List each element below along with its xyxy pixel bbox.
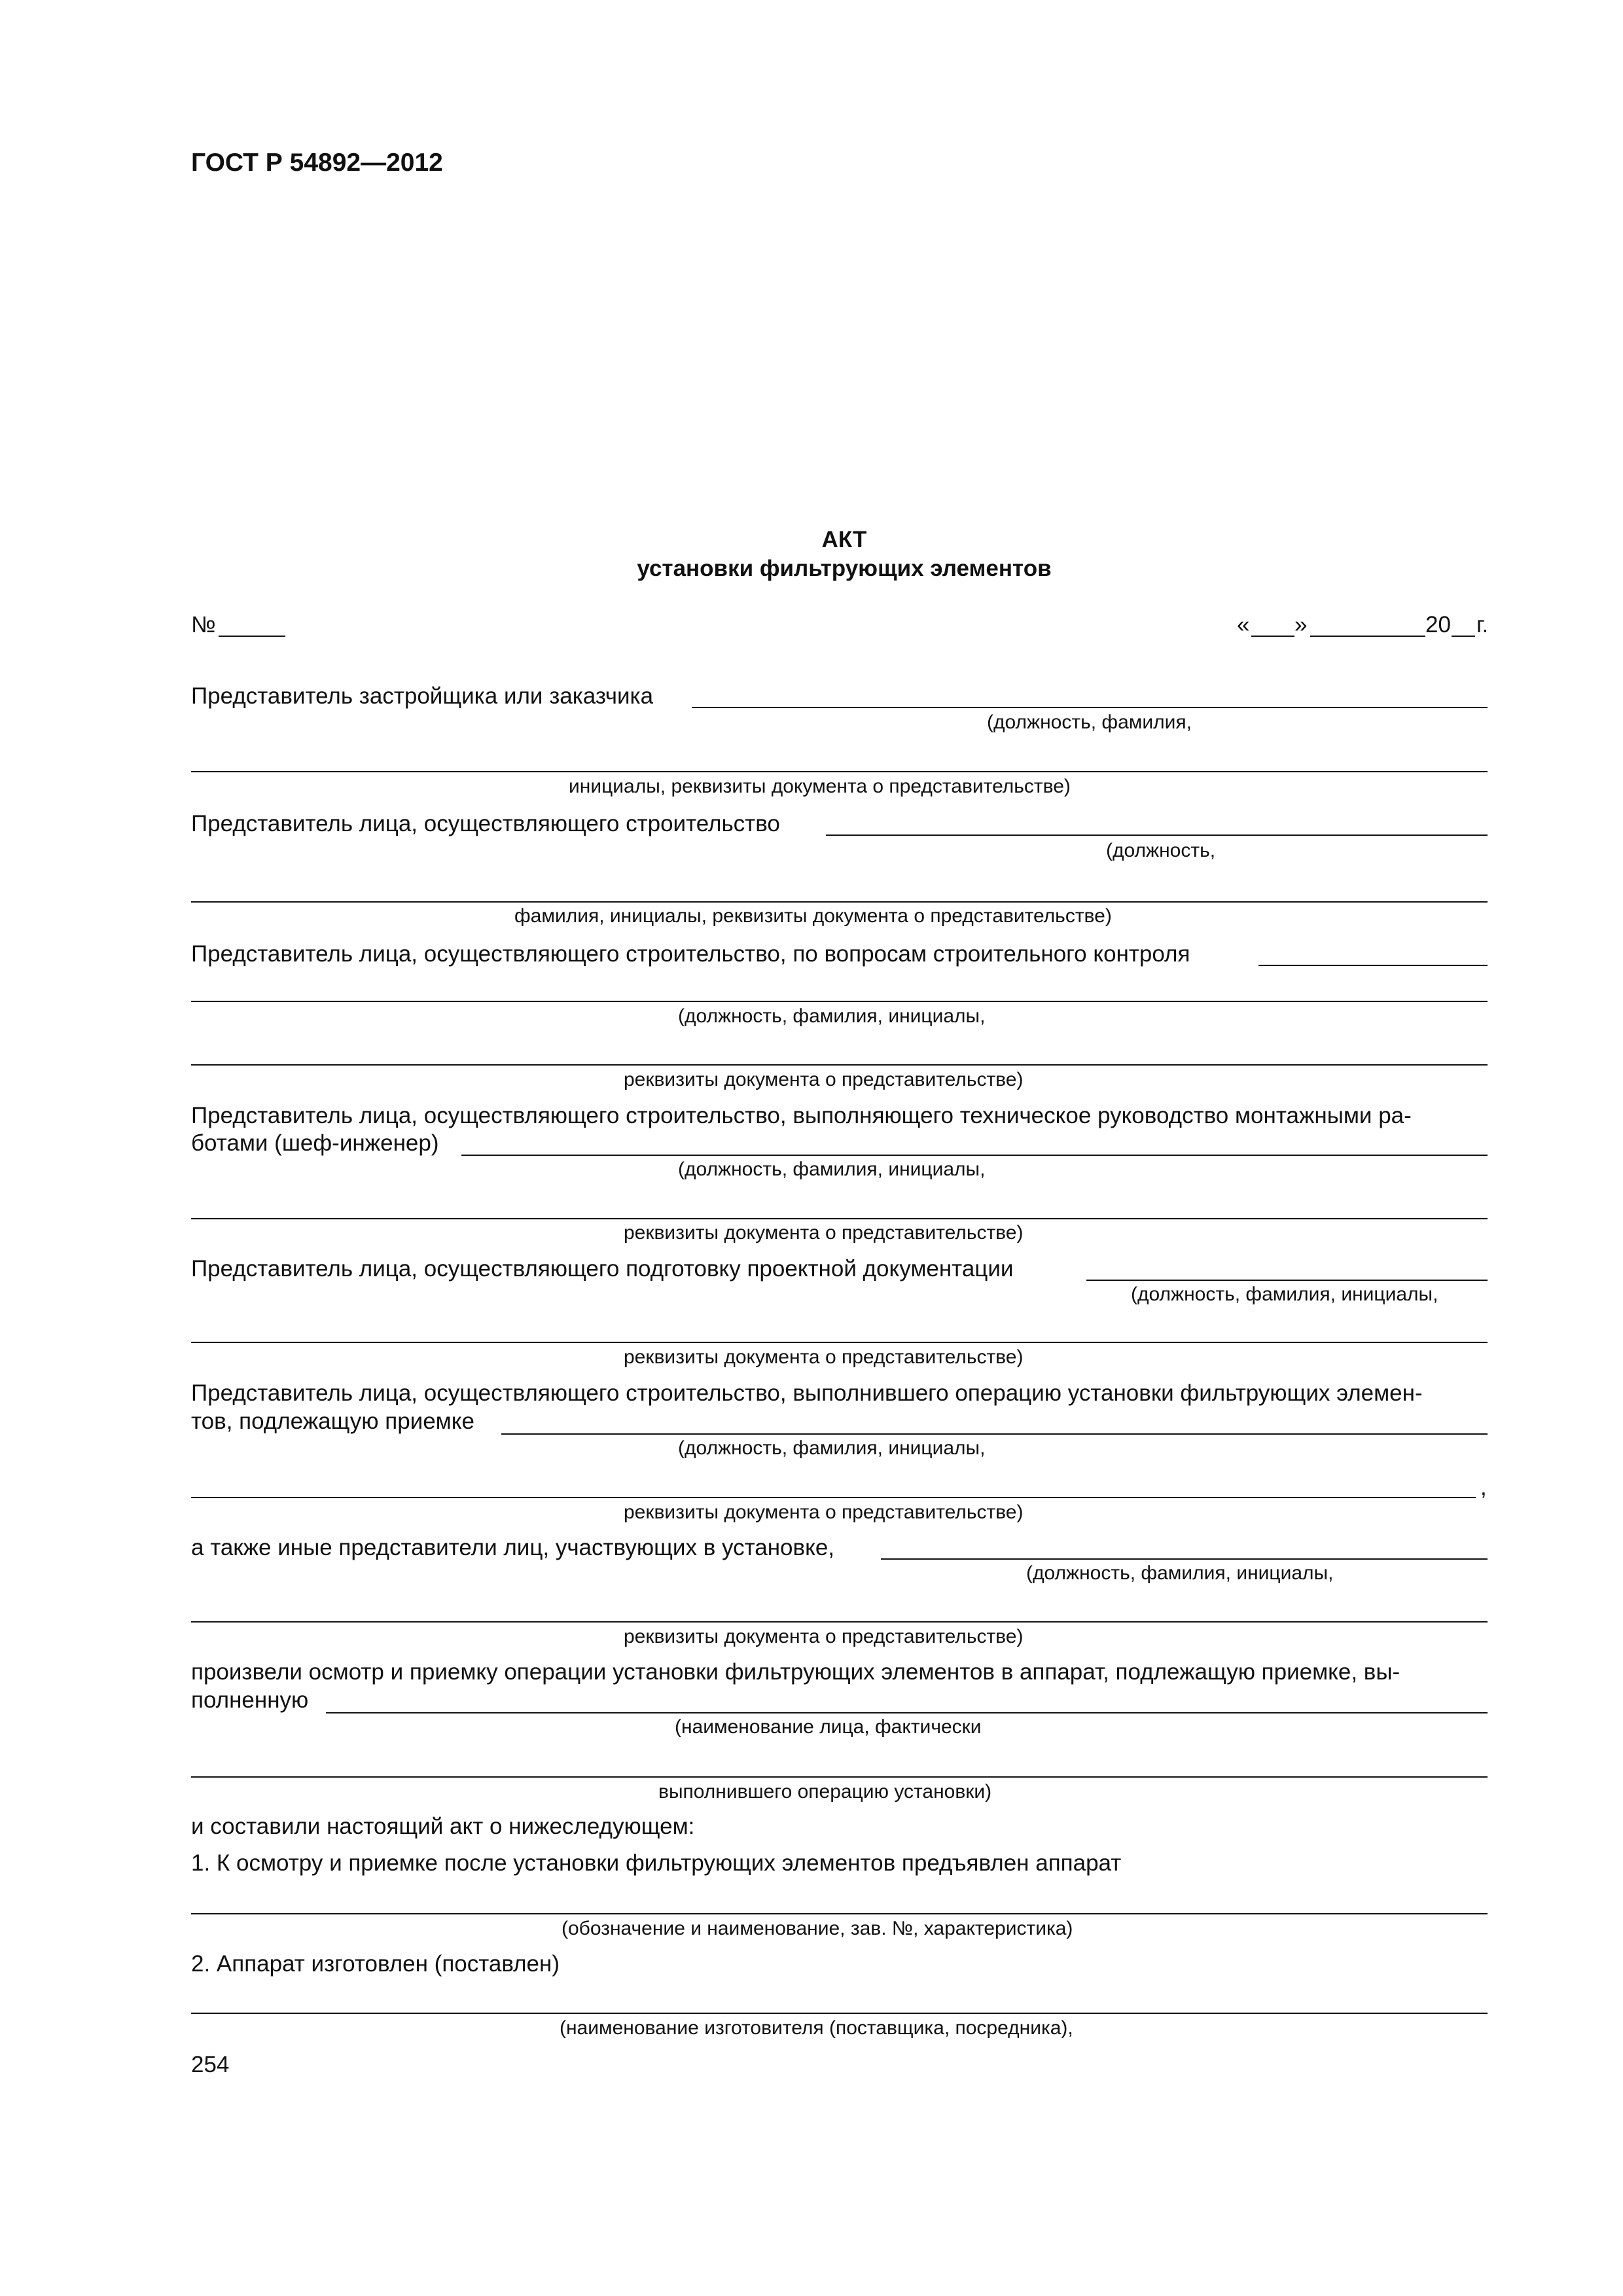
date-day-field[interactable] — [1251, 636, 1294, 637]
date-month-field[interactable] — [1310, 636, 1425, 637]
rep-installer-field-2[interactable] — [191, 1497, 1476, 1498]
rep-others-caption-2: реквизиты документа о представительстве) — [624, 1626, 1024, 1647]
item-1-caption: (обозначение и наименование, зав. №, характеристика) — [562, 1918, 1073, 1939]
date-year-field[interactable] — [1452, 636, 1475, 637]
page-number: 254 — [191, 2052, 230, 2077]
rep-others-field[interactable] — [881, 1558, 1488, 1560]
act-title: АКТ — [821, 527, 867, 552]
rep-installer-label-1: Представитель лица, осуществляющего строительство, выполнившего операцию установки фильтрующих элемен- — [191, 1380, 1423, 1406]
item-2-caption: (наименование изготовителя (поставщика, посредника), — [560, 2017, 1073, 2039]
act-number-field[interactable] — [219, 636, 285, 637]
rep-chief-engineer-label-1: Представитель лица, осуществляющего строительство, выполняющего техническое руководство монтажными ра- — [191, 1103, 1412, 1128]
act-subtitle: установки фильтрующих элементов — [637, 556, 1052, 581]
rep-customer-label: Представитель застройщика или заказчика — [191, 683, 654, 709]
rep-others-label: а также иные представители лиц, участвующих в установке, — [191, 1535, 835, 1560]
rep-designer-label: Представитель лица, осуществляющего подготовку проектной документации — [191, 1256, 1014, 1282]
rep-control-field[interactable] — [1258, 965, 1488, 966]
date-year-mark: г. — [1476, 612, 1489, 637]
rep-control-label: Представитель лица, осуществляющего строительство, по вопросам строительного контроля — [191, 941, 1190, 967]
inspection-field-2[interactable] — [191, 1776, 1488, 1778]
rep-others-field-2[interactable] — [191, 1621, 1488, 1623]
rep-builder-field[interactable] — [826, 834, 1488, 836]
item-1-field[interactable] — [191, 1913, 1488, 1914]
item-1-text: 1. К осмотру и приемке после установки фильтрующих элементов предъявлен аппарат — [191, 1850, 1122, 1876]
inspection-caption-1: (наименование лица, фактически — [675, 1716, 982, 1738]
rep-others-caption-1: (должность, фамилия, инициалы, — [1026, 1562, 1334, 1584]
rep-builder-caption-1: (должность, — [1106, 840, 1216, 861]
doc-code-header: ГОСТ Р 54892—2012 — [191, 149, 443, 177]
rep-designer-field-2[interactable] — [191, 1342, 1488, 1343]
item-2-text: 2. Аппарат изготовлен (поставлен) — [191, 1951, 560, 1977]
rep-installer-label-2: тов, подлежащую приемке — [191, 1408, 474, 1434]
rep-chief-engineer-field[interactable] — [461, 1155, 1488, 1156]
rep-designer-field[interactable] — [1086, 1280, 1488, 1281]
date-quote-close: » — [1294, 612, 1308, 637]
rep-chief-engineer-label-2: ботами (шеф-инженер) — [191, 1130, 439, 1156]
rep-customer-field-2[interactable] — [191, 771, 1488, 772]
rep-installer-field[interactable] — [501, 1433, 1488, 1435]
rep-chief-engineer-caption-2: реквизиты документа о представительстве) — [624, 1222, 1024, 1244]
rep-customer-caption-1: (должность, фамилия, — [987, 711, 1192, 733]
rep-designer-caption-2: реквизиты документа о представительстве) — [624, 1346, 1024, 1368]
compiled-statement: и составили настоящий акт о нижеследующем: — [191, 1814, 695, 1839]
inspection-caption-2: выполнившего операцию установки) — [658, 1781, 992, 1803]
rep-builder-field-2[interactable] — [191, 901, 1488, 903]
rep-control-field-3[interactable] — [191, 1064, 1488, 1066]
inspection-label-2: полненную — [191, 1687, 309, 1713]
rep-installer-caption-2: реквизиты документа о представительстве) — [624, 1501, 1024, 1523]
rep-customer-caption-2: инициалы, реквизиты документа о представительстве) — [569, 776, 1071, 797]
act-number-label: № — [191, 612, 216, 637]
rep-builder-caption-2: фамилия, инициалы, реквизиты документа о представительстве) — [514, 905, 1112, 927]
date-quote-open: « — [1237, 612, 1250, 637]
item-2-field[interactable] — [191, 2013, 1488, 2014]
rep-designer-caption-1: (должность, фамилия, инициалы, — [1131, 1283, 1438, 1305]
date-year-prefix: 20 — [1425, 612, 1451, 637]
rep-control-caption-1: (должность, фамилия, инициалы, — [678, 1005, 986, 1027]
rep-builder-label: Представитель лица, осуществляющего строительство — [191, 811, 780, 836]
rep-chief-engineer-caption-1: (должность, фамилия, инициалы, — [678, 1158, 986, 1180]
rep-control-caption-2: реквизиты документа о представительстве) — [624, 1069, 1024, 1090]
inspection-field[interactable] — [326, 1712, 1488, 1713]
rep-installer-caption-1: (должность, фамилия, инициалы, — [678, 1437, 986, 1459]
rep-chief-engineer-field-2[interactable] — [191, 1218, 1488, 1219]
rep-customer-field[interactable] — [692, 707, 1488, 708]
inspection-label-1: произвели осмотр и приемку операции установки фильтрующих элементов в аппарат, подлежащую приемке, вы- — [191, 1659, 1400, 1685]
rep-installer-comma: , — [1480, 1475, 1487, 1500]
rep-control-field-2[interactable] — [191, 1001, 1488, 1002]
